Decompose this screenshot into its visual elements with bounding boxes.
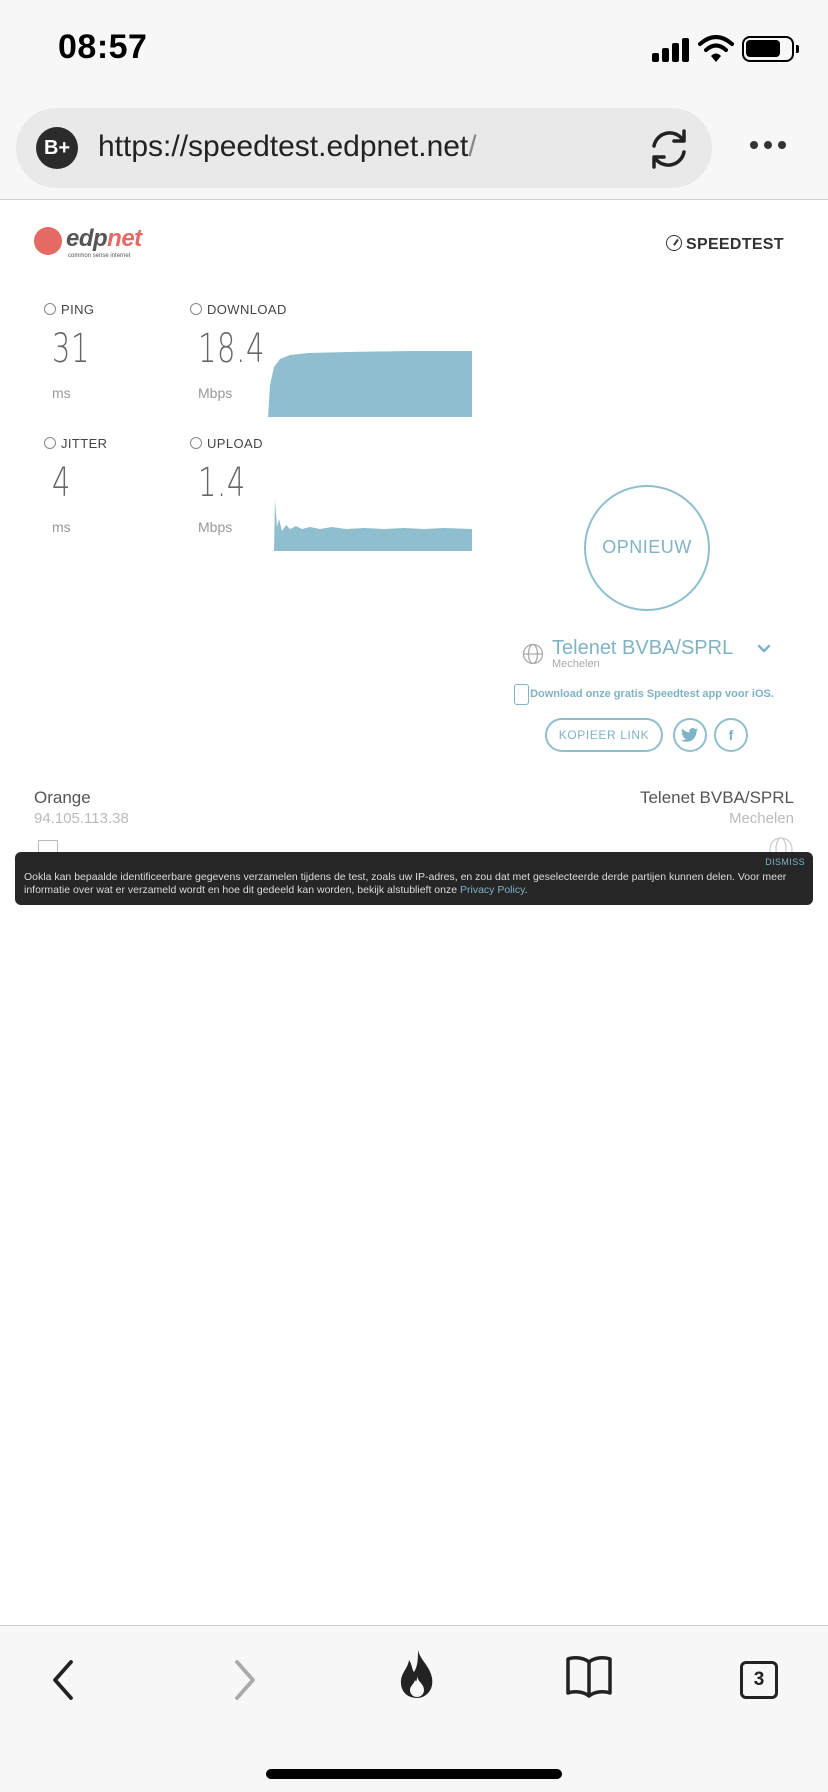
battery-icon xyxy=(742,36,794,62)
twitter-icon xyxy=(681,727,699,743)
server-city-summary: Mechelen xyxy=(728,810,794,827)
cookie-text xyxy=(24,871,814,897)
dismiss-button[interactable]: DISMISS xyxy=(765,857,805,867)
isp-name: Orange xyxy=(34,788,91,807)
facebook-share-button[interactable] xyxy=(714,718,748,752)
upload-label xyxy=(190,436,263,451)
logo-wordmark xyxy=(66,225,142,253)
chevron-down-icon[interactable] xyxy=(757,642,771,656)
download-icon xyxy=(190,303,202,315)
jitter-label xyxy=(44,436,107,451)
upload-icon xyxy=(190,437,202,449)
back-icon[interactable] xyxy=(50,1658,76,1702)
logo-text-b: net xyxy=(107,225,142,252)
copy-link-button[interactable]: KOPIEER LINK xyxy=(545,718,663,752)
security-grade-badge[interactable]: B+ xyxy=(36,127,78,169)
globe-icon[interactable] xyxy=(522,643,544,665)
server-city: Mechelen xyxy=(552,658,600,670)
ping-unit: ms xyxy=(52,385,71,401)
fire-burn-icon[interactable] xyxy=(396,1648,438,1700)
download-graph xyxy=(268,345,472,417)
upload-graph xyxy=(274,489,472,551)
facebook-icon: f xyxy=(728,727,734,743)
upload-label-text: UPLOAD xyxy=(207,436,263,451)
twitter-share-button[interactable] xyxy=(673,718,707,752)
logo-text-a: edp xyxy=(66,225,108,252)
tabs-button[interactable]: 3 xyxy=(740,1661,778,1699)
server-name-summary: Telenet BVBA/SPRL xyxy=(639,788,794,807)
privacy-policy-link[interactable]: Privacy Policy xyxy=(460,884,525,896)
reload-icon[interactable] xyxy=(646,126,692,172)
jitter-value: 4 xyxy=(52,460,72,506)
url-field[interactable] xyxy=(16,108,712,188)
jitter-icon xyxy=(44,437,56,449)
more-options-icon[interactable] xyxy=(748,138,788,152)
speedtest-label: SPEEDTEST xyxy=(686,236,784,253)
ping-label xyxy=(44,302,94,317)
gauge-icon xyxy=(666,235,682,251)
logo-tagline: common sense internet xyxy=(68,253,131,259)
cookie-end: . xyxy=(524,884,528,896)
ping-value: 31 xyxy=(52,326,91,372)
home-indicator[interactable] xyxy=(266,1769,562,1779)
url-text[interactable] xyxy=(98,130,477,164)
speedtest-brand[interactable] xyxy=(666,235,784,254)
download-label xyxy=(190,302,287,317)
url-trailing: / xyxy=(468,130,477,163)
jitter-label-text: JITTER xyxy=(61,436,108,451)
status-bar xyxy=(0,0,828,100)
server-select[interactable]: Telenet BVBA/SPRL xyxy=(552,637,734,659)
download-graph-area xyxy=(268,351,472,417)
download-value: 18.4 xyxy=(198,326,266,372)
download-label-text: DOWNLOAD xyxy=(207,302,287,317)
upload-graph-area xyxy=(274,499,472,551)
cookie-banner xyxy=(15,852,813,905)
logo-mark-icon xyxy=(34,227,62,255)
app-download-link[interactable]: Download onze gratis Speedtest app voor iOS. xyxy=(530,688,774,700)
bookmarks-icon[interactable] xyxy=(565,1654,613,1698)
browser-toolbar xyxy=(0,1625,828,1792)
browser-address-bar xyxy=(0,100,828,200)
wifi-icon xyxy=(698,34,734,64)
ping-icon xyxy=(44,303,56,315)
status-time: 08:57 xyxy=(58,28,148,66)
ping-label-text: PING xyxy=(61,302,95,317)
url-main: https://speedtest.edpnet.net xyxy=(98,130,469,163)
cookie-body: Ookla kan bepaalde identificeerbare gegevens verzamelen tijdens de test, zoals uw IP-adres, en zou dat met geselecteerde derde partijen kunnen delen. Voor meer informatie over wat er verzameld wordt en hoe dit gedeeld kan worden, bekijk alstublieft onze xyxy=(24,871,787,896)
cellular-signal-icon xyxy=(652,38,690,62)
edpnet-logo[interactable] xyxy=(34,225,154,265)
jitter-unit: ms xyxy=(52,519,71,535)
upload-value: 1.4 xyxy=(198,460,246,506)
test-again-button[interactable]: OPNIEUW xyxy=(584,485,710,611)
upload-unit: Mbps xyxy=(198,519,233,535)
download-unit: Mbps xyxy=(198,385,233,401)
forward-icon[interactable] xyxy=(232,1658,258,1702)
isp-ip: 94.105.113.38 xyxy=(34,810,129,827)
web-page xyxy=(0,201,828,1625)
